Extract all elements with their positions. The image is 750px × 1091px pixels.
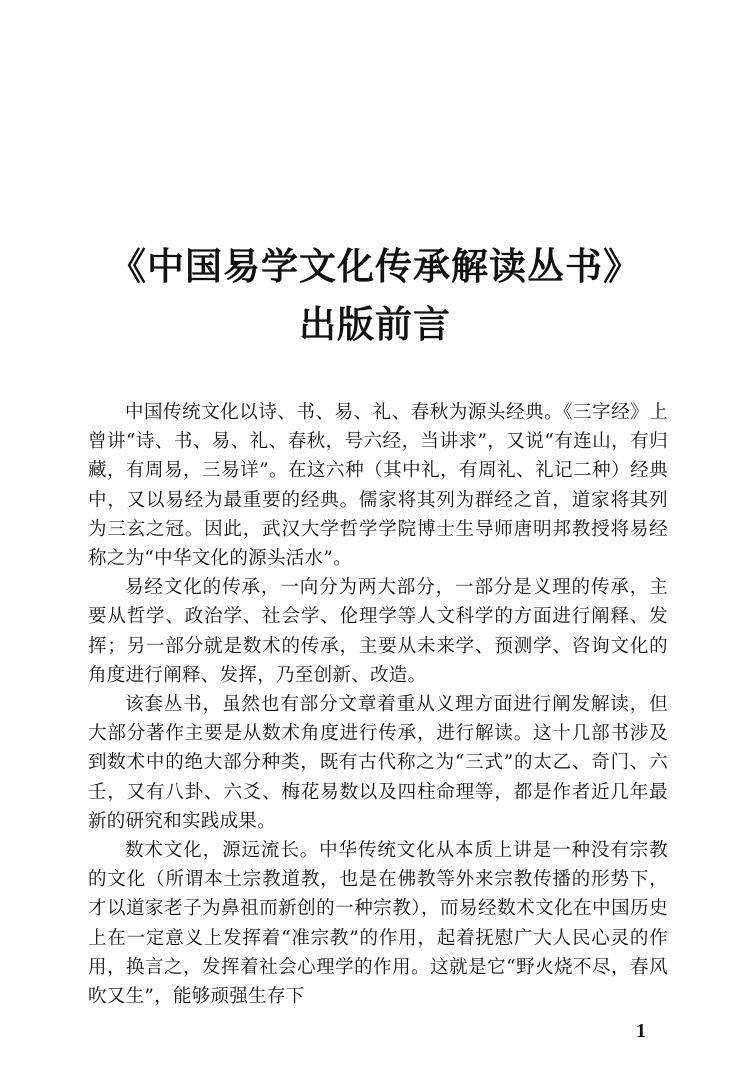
- paragraph-3: 该套丛书，虽然也有部分文章着重从义理方面进行阐发解读，但大部分著作主要是从数术角度进行传承，进行解读。这十几部书涉及到数术中的绝大部分种类，既有古代称之为“三式”的太乙、奇门、六壬，又有八卦、六爻、梅花易数以及四柱命理等，都是作者近几年最新的研究和实践成果。: [88, 694, 668, 832]
- title-block: [0, 238, 750, 354]
- paragraph-2: 易经文化的传承，一向分为两大部分，一部分是义理的传承，主要从哲学、政治学、社会学、伦理学等人文科学的方面进行阐释、发挥；另一部分就是数术的传承，主要从未来学、预测学、咨询文化的角度进行阐释、发挥，乃至创新、改造。: [88, 577, 668, 686]
- paragraph-4: 数术文化，源远流长。中华传统文化从本质上讲是一种没有宗教的文化（所谓本土宗教道教，也是在佛教等外来宗教传播的形势下，才以道家老子为鼻祖而新创的一种宗教），而易经数术文化在中国历史上在一定意义上发挥着“准宗教”的作用，起着抚慰广大人民心灵的作用，换言之，发挥着社会心理学的作用。这就是它“野火烧不尽，春风吹又生”，能够顽强生存下: [88, 840, 668, 1008]
- body-text: [88, 398, 668, 1011]
- preface-heading: 出版前言: [299, 303, 451, 346]
- page-number: 1: [636, 1020, 646, 1042]
- paragraph-1: 中国传统文化以诗、书、易、礼、春秋为源头经典。《三字经》上曾讲“诗、书、易、礼、春秋，号六经，当讲求”，又说“有连山，有归藏，有周易，三易详”。在这六种（其中礼，有周礼、礼记二种）经典中，又以易经为最重要的经典。儒家将其列为群经之首，道家将其列为三玄之冠。因此，武汉大学哲学学院博士生导师唐明邦教授将易经称之为“中华文化的源头活水”。: [88, 402, 668, 570]
- book-series-title: 《中国易学文化传承解读丛书》: [109, 245, 641, 288]
